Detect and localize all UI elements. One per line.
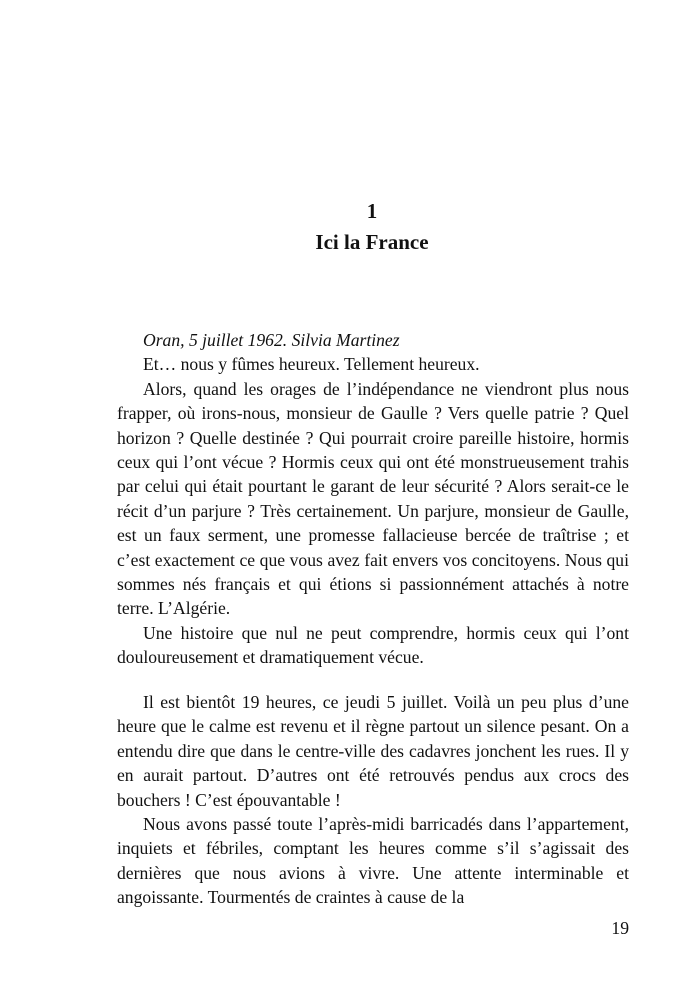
- paragraph: Et… nous y fûmes heureux. Tellement heureux.: [143, 354, 480, 375]
- section-1: [117, 328, 629, 670]
- paragraph: Alors, quand les orages de l’indépendance ne viendront plus nous frapper, où irons-nous, monsieur de Gaulle ? Vers quelle patrie ? Quel horizon ? Quelle destinée ? Qui pourrait croire pareille histoire, hormis ceux qui l’ont vécue ? Hormis ceux qui ont été monstrueusement trahis par celui qui était pourtant le garant de leur sécurité ? Alors serait-ce le récit d’un parjure ? Très certainement. Un parjure, monsieur de Gaulle, est un faux serment, une promesse fallacieuse bercée de traîtrise ; et c’est exactement ce que vous avez fait envers vos concitoyens. Nous qui sommes nés français et qui étions si passionnément attachés à notre terre. L’Algérie.: [117, 378, 629, 619]
- paragraph: Une histoire que nul ne peut comprendre, hormis ceux qui l’ont douloureusement et dramatiquement vécue.: [117, 622, 629, 668]
- chapter-title: Ici la France: [315, 230, 429, 254]
- section-2: [117, 690, 629, 910]
- chapter-number: 1: [366, 199, 378, 223]
- paragraph: Nous avons passé toute l’après-midi barricadés dans l’appartement, inquiets et fébriles, comptant les heures comme s’il s’agissait des dernières que nous avions à vivre. Une attente interminable et angoissante. Tourmentés de craintes à cause de la: [117, 814, 629, 908]
- dateline: Oran, 5 juillet 1962. Silvia Martinez: [143, 330, 400, 350]
- page-number: 19: [611, 918, 629, 938]
- paragraph: Il est bientôt 19 heures, ce jeudi 5 juillet. Voilà un peu plus d’une heure que le calme est revenu et il règne partout un silence pesant. On a entendu dire que dans le centre-ville des cadavres jonchent les rues. Il y en aurait partout. D’autres ont été retrouvés pendus aux crocs des bouchers ! C’est épouvantable !: [117, 692, 629, 810]
